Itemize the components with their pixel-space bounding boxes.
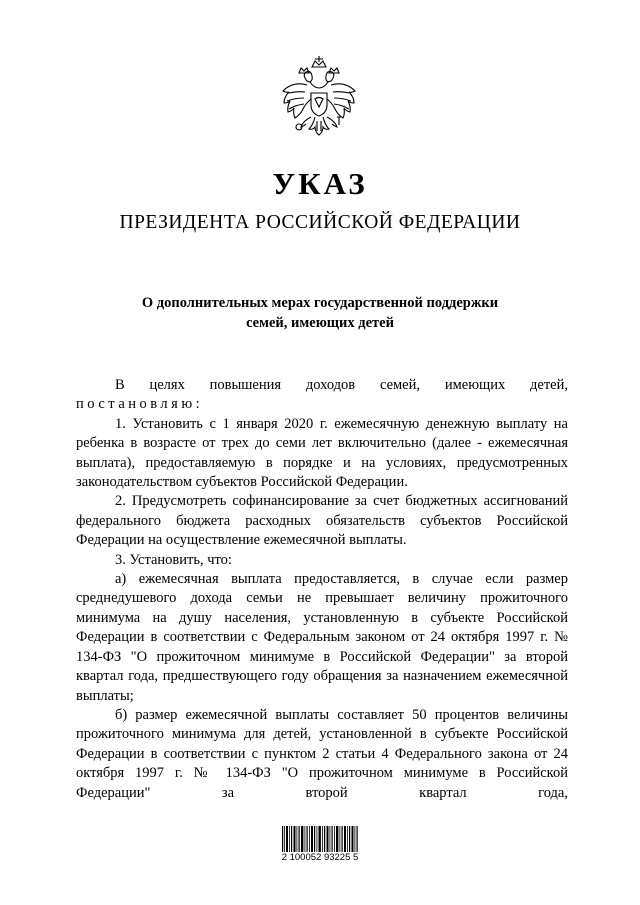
paragraph: постановляю: <box>76 396 204 413</box>
paragraph: 2. Предусмотреть софинансирование за счет бюджетных ассигнований федерального бюджета расходных обязательств субъектов Российской Федерации на осуществление ежемесячной выплаты. <box>76 493 568 549</box>
paragraph: б) размер ежемесячной выплаты составляет 50 процентов величины прожиточного минимума для детей, установленной в субъекте Российской Федерации в соответствии с пунктом 2 статьи 4 Федерального закона от 24 октября 1997 г. № 134-ФЗ "О прожиточном минимуме в Российской Федерации" за второй квартал года, <box>76 706 568 801</box>
barcode-number: 2 100052 93225 5 <box>281 852 359 863</box>
heading-line: О дополнительных мерах государственной поддержки <box>141 295 499 311</box>
paragraph: 1. Установить с 1 января 2020 г. ежемесячную денежную выплату на ребенка в возрасте от трех до семи лет включительно (далее - ежемесячная выплата), предоставляемую в порядке и на условиях, предусмотренных законодательством субъектов Российской Федерации. <box>76 415 568 491</box>
issuer-subtitle: ПРЕЗИДЕНТА РОССИЙСКОЙ ФЕДЕРАЦИИ <box>119 212 521 233</box>
barcode <box>282 826 358 852</box>
paragraph: а) ежемесячная выплата предоставляется, в случае если размер среднедушевого дохода семьи не превышает величину прожиточного минимума на душу населения, установленную в субъекте Российской Федерации в соответствии с Федеральным законом от 24 октября 1997 г. № 134-ФЗ "О прожиточном минимуме в Российской Федерации" за второй квартал года, предшествующего году обращения за назначением ежемесячной выплаты; <box>76 571 568 704</box>
coat-of-arms-icon <box>277 55 361 145</box>
decree-heading <box>0 294 640 333</box>
decree-body <box>76 376 568 803</box>
paragraph: В целях повышения доходов семей, имеющих детей, <box>115 377 568 393</box>
page-title: УКАЗ <box>272 166 368 201</box>
paragraph: 3. Установить, что: <box>115 551 232 568</box>
heading-line: семей, имеющих детей <box>246 314 394 331</box>
